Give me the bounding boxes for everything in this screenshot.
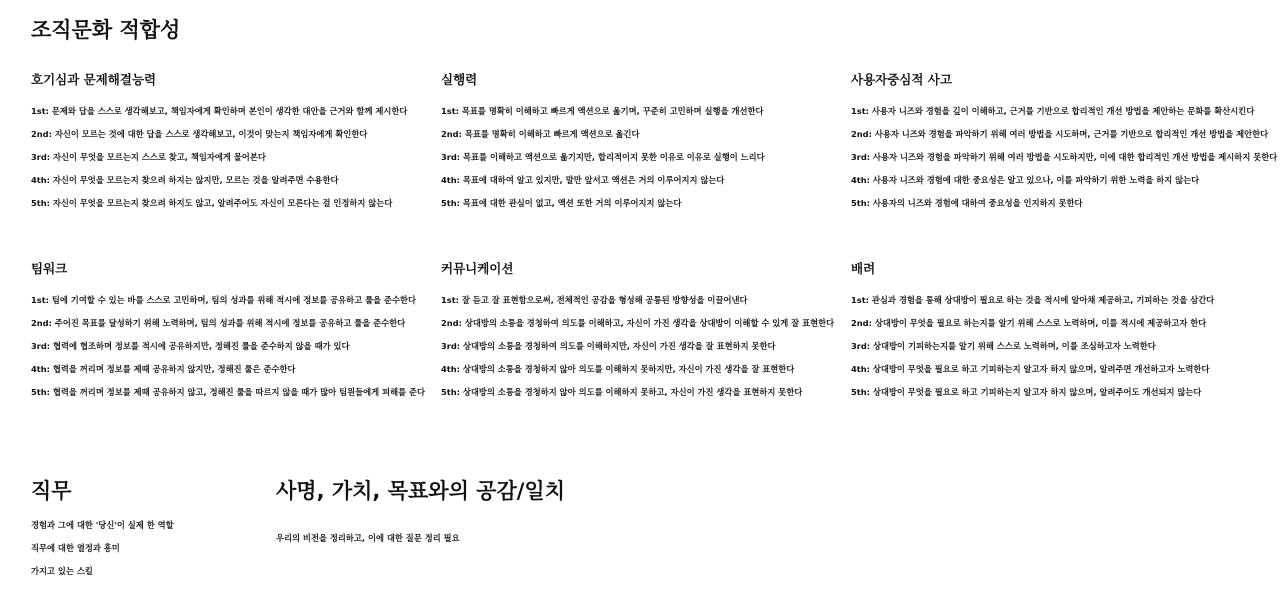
rank-item: 4th: 사용자 니즈와 경험에 대한 중요성은 알고 있으나, 이를 파악하기 위한 노력을 하지 않는다 <box>851 175 1200 185</box>
rank-item: 1st: 잘 듣고 잘 표현함으로써, 전체적인 공감을 형성해 공통된 방향성을 이끌어낸다 <box>441 295 748 305</box>
rank-list <box>31 294 451 398</box>
rank-list <box>441 294 861 398</box>
section-title: 사용자중심적 사고 <box>851 72 952 87</box>
section-title: 실행력 <box>441 72 478 87</box>
rank-item: 3rd: 협력에 협조하며 정보를 적시에 공유하지만, 정해진 룰을 준수하지 않을 때가 있다 <box>31 341 350 351</box>
rank-item: 4th: 자신이 무엇을 모르는지 찾으려 하지는 않지만, 모르는 것을 알려주면 수용한다 <box>31 175 339 185</box>
rank-item: 4th: 목표에 대하여 알고 있지만, 말만 앞서고 액션은 거의 이루어지지 않는다 <box>441 175 725 185</box>
section-title: 팀워크 <box>31 261 68 276</box>
section-consideration <box>851 260 1271 409</box>
rank-item: 4th: 협력을 꺼리며 정보를 제때 공유하지 않지만, 정해진 룰은 준수한다 <box>31 364 296 374</box>
rank-item: 3rd: 목표를 이해하고 액션으로 옮기지만, 합리적이지 못한 이유로 이유로 실행이 느리다 <box>441 152 765 162</box>
rank-item: 1st: 사용자 니즈와 경험을 깊이 이해하고, 근거를 기반으로 합리적인 개선 방법을 제안하는 문화를 확산시킨다 <box>851 106 1255 116</box>
rank-item: 2nd: 목표를 명확히 이해하고 빠르게 액션으로 옮긴다 <box>441 129 640 139</box>
rank-item: 1st: 문제와 답을 스스로 생각해보고, 책임자에게 확인하며 본인이 생각한 대안을 근거와 함께 제시한다 <box>31 106 408 116</box>
rank-item: 1st: 관심과 경험을 통해 상대방이 필요로 하는 것을 적시에 알아채 제공하고, 기피하는 것을 삼간다 <box>851 295 1215 305</box>
rank-item: 4th: 상대방의 소통을 경청하지 않아 의도를 이해하지 못하지만, 자신이 가진 생각을 잘 표현한다 <box>441 364 795 374</box>
section-title: 호기심과 문제해결능력 <box>31 72 157 87</box>
rank-list <box>31 105 451 209</box>
section-title: 배려 <box>851 261 876 276</box>
section-communication <box>441 260 861 409</box>
rank-item: 4th: 상대방이 무엇을 필요로 하고 기피하는지 알고자 하지 않으며, 알려주면 개선하고자 노력한다 <box>851 364 1210 374</box>
job-item: 가지고 있는 스킬 <box>31 566 93 576</box>
rank-item: 3rd: 사용자 니즈와 경험을 파악하기 위해 여러 방법을 시도하지만, 이에 대한 합리적인 개선 방법을 제시하지 못한다 <box>851 152 1278 162</box>
section-title: 커뮤니케이션 <box>441 261 514 276</box>
rank-item: 5th: 사용자의 니즈와 경험에 대하여 중요성을 인지하지 못한다 <box>851 198 1083 208</box>
rank-item: 5th: 상대방이 무엇을 필요로 하고 기피하는지 알고자 하지 않으며, 알려주어도 개선되지 않는다 <box>851 387 1202 397</box>
rank-item: 5th: 목표에 대한 관심이 없고, 액션 또한 거의 이루어지지 않는다 <box>441 198 682 208</box>
section-teamwork <box>31 260 451 409</box>
job-title: 직무 <box>31 479 72 503</box>
job-item: 경험과 그에 대한 '당신'이 실제 한 역할 <box>31 520 174 530</box>
rank-item: 5th: 상대방의 소통을 경청하지 않아 의도를 이해하지 못하고, 자신이 가진 생각을 표현하지 못한다 <box>441 387 803 397</box>
rank-list <box>851 294 1271 398</box>
rank-item: 3rd: 상대방의 소통을 경청하여 의도를 이해하지만, 자신이 가진 생각을 잘 표현하지 못한다 <box>441 341 776 351</box>
section-curiosity-problem-solving <box>31 71 451 220</box>
rank-item: 5th: 자신이 무엇을 모르는지 찾으려 하지도 않고, 알려주어도 자신이 모른다는 걸 인정하지 않는다 <box>31 198 393 208</box>
rank-item: 2nd: 상대방의 소통을 경청하여 의도를 이해하고, 자신이 가진 생각을 상대방이 이해할 수 있게 잘 표현한다 <box>441 318 835 328</box>
rank-item: 2nd: 상대방이 무엇을 필요로 하는지를 알기 위해 스스로 노력하며, 이를 적시에 제공하고자 한다 <box>851 318 1207 328</box>
job-item: 직무에 대한 열정과 흥미 <box>31 543 120 553</box>
rank-item: 3rd: 상대방이 기피하는지를 알기 위해 스스로 노력하며, 이를 조심하고자 노력한다 <box>851 341 1156 351</box>
rank-list <box>441 105 861 209</box>
section-mission-alignment <box>276 477 565 544</box>
rank-item: 2nd: 자신이 모르는 것에 대한 답을 스스로 생각해보고, 이것이 맞는지 책임자에게 확인한다 <box>31 129 368 139</box>
page-title: 조직문화 적합성 <box>31 18 181 42</box>
mission-note: 우리의 비전을 정리하고, 이에 대한 질문 정리 필요 <box>276 533 460 543</box>
rank-item: 2nd: 사용자 니즈와 경험을 파악하기 위해 여러 방법을 시도하며, 근거를 기반으로 합리적인 개선 방법을 제안한다 <box>851 129 1269 139</box>
rank-item: 5th: 협력을 꺼리며 정보를 제때 공유하지 않고, 정해진 룰을 따르지 않을 때가 많아 팀원들에게 피해를 준다 <box>31 387 426 397</box>
rank-item: 1st: 팀에 기여할 수 있는 바를 스스로 고민하며, 팀의 성과를 위해 적시에 정보를 공유하고 룰을 준수한다 <box>31 295 417 305</box>
mission-title: 사명, 가치, 목표와의 공감/일치 <box>276 479 565 503</box>
rank-item: 2nd: 주어진 목표를 달성하기 위해 노력하며, 팀의 성과를 위해 적시에 정보를 공유하고 룰을 준수한다 <box>31 318 406 328</box>
section-execution <box>441 71 861 220</box>
rank-list <box>851 105 1278 209</box>
section-user-centric-thinking <box>851 71 1278 220</box>
section-job <box>31 477 174 588</box>
rank-item: 1st: 목표를 명확히 이해하고 빠르게 액션으로 옮기며, 꾸준히 고민하며 실행을 개선한다 <box>441 106 764 116</box>
rank-item: 3rd: 자신이 무엇을 모르는지 스스로 찾고, 책임자에게 물어본다 <box>31 152 266 162</box>
